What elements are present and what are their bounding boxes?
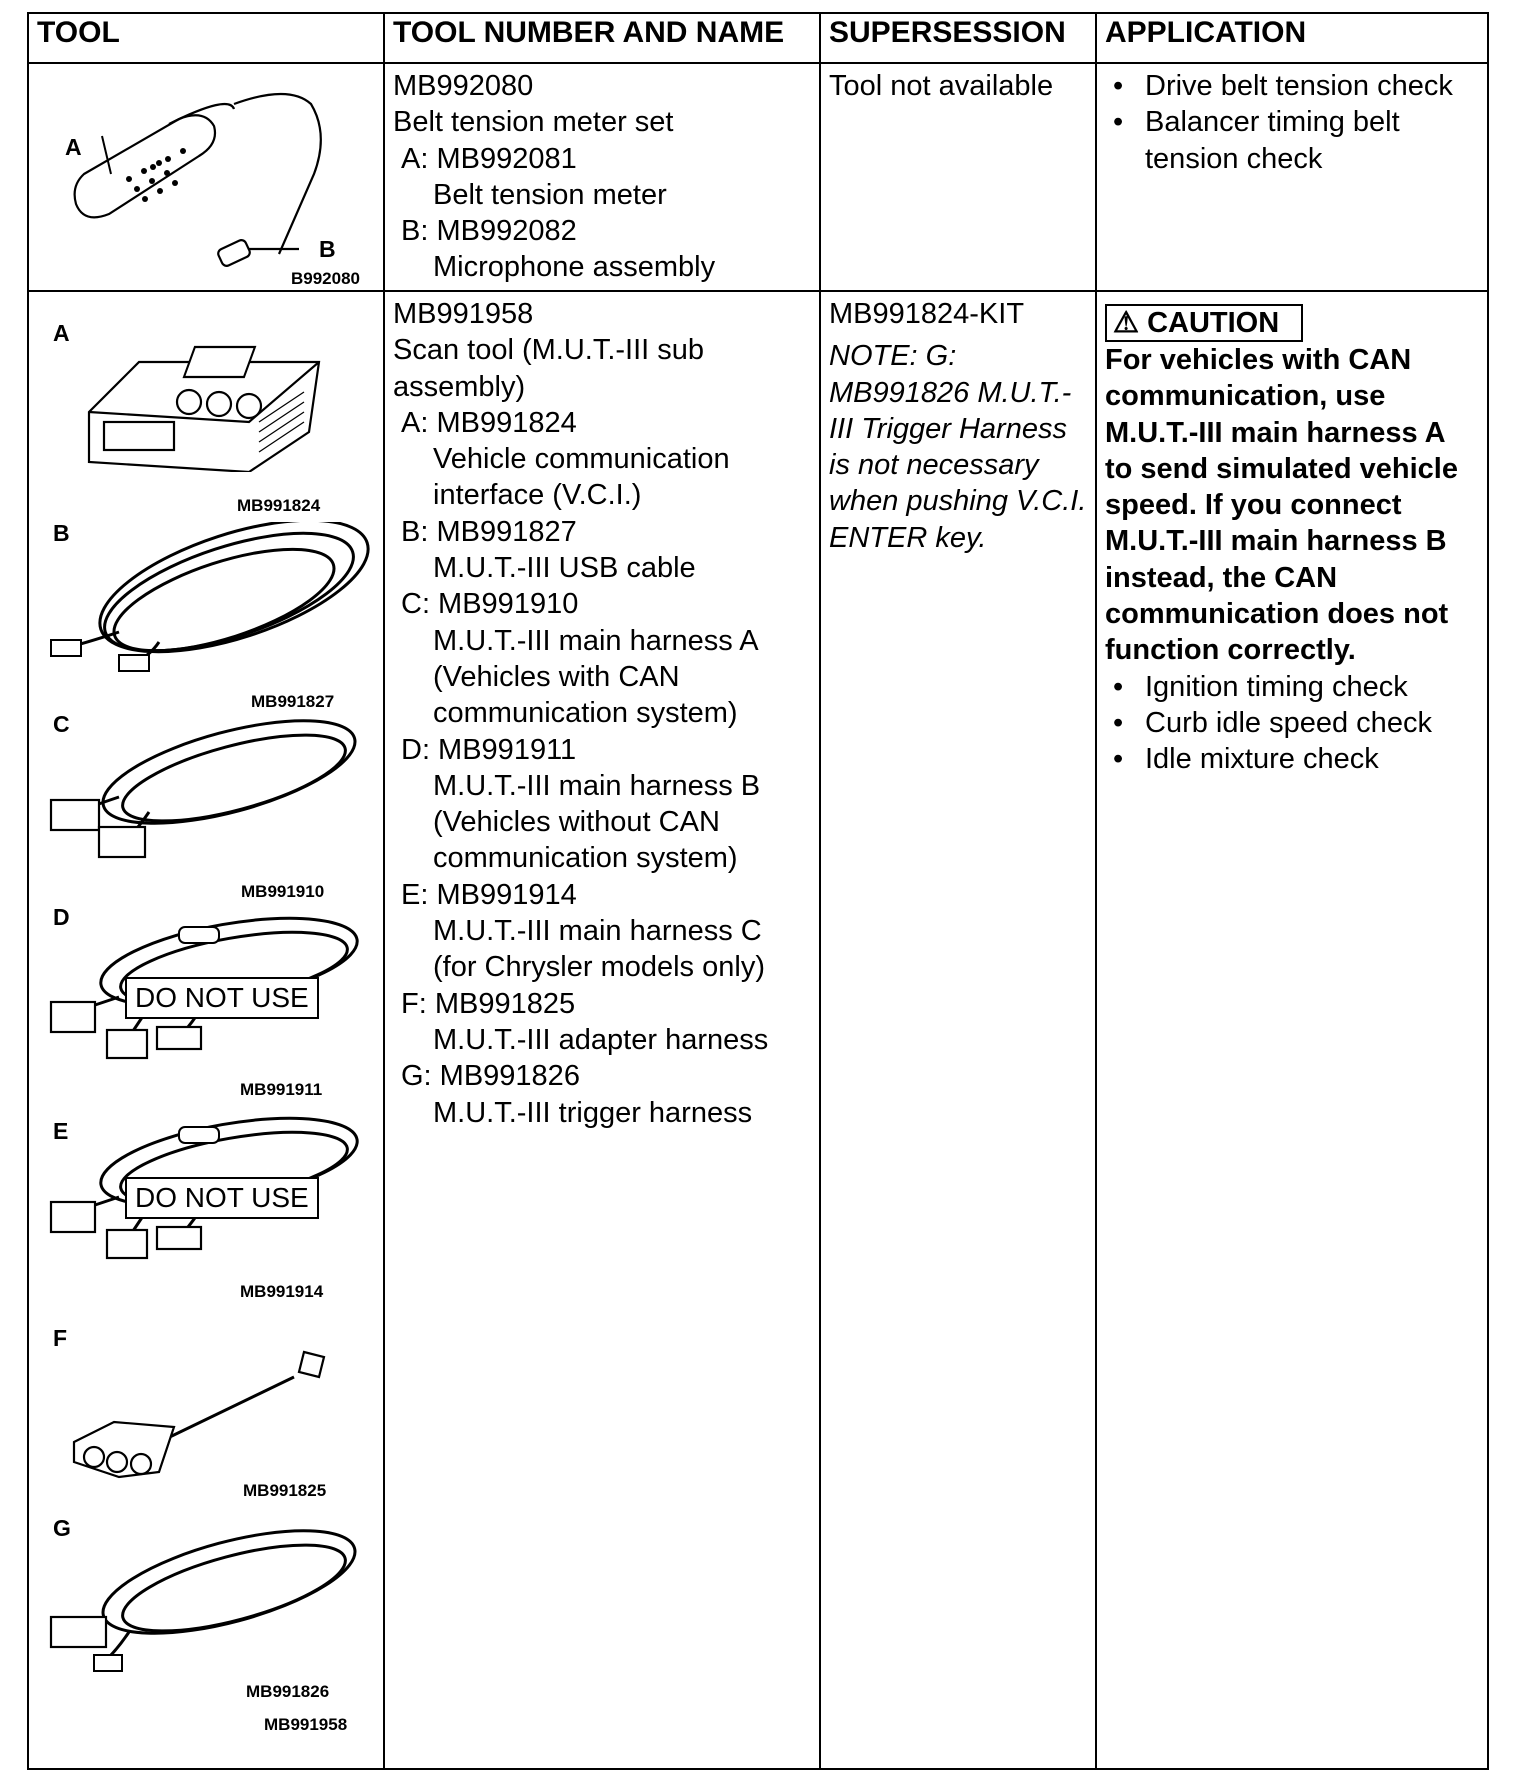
illustration-code: B992080 <box>291 269 361 288</box>
supersession-cell <box>820 63 1096 291</box>
scan-tool-set-code: MB991958 <box>264 1715 348 1734</box>
part-name: M.U.T.-III trigger harness <box>433 1096 753 1129</box>
illustration-label: E <box>53 1118 69 1144</box>
application-cell <box>1096 291 1488 1769</box>
do-not-use-stamp: DO NOT USE <box>125 977 319 1019</box>
illustration-label: B <box>53 520 70 546</box>
illustration-label-b: B <box>319 236 336 262</box>
part-name: M.U.T.-III main harness C (for Chrysler models only) <box>433 915 765 984</box>
illustration-label: C <box>53 711 70 737</box>
tool-number: MB992080 <box>393 70 534 102</box>
part-id: F: MB991825 <box>401 987 576 1020</box>
part-id: G: MB991826 <box>401 1060 580 1093</box>
main-harness-a-illustration <box>29 712 381 862</box>
part-name: Vehicle communication interface (V.C.I.) <box>433 443 730 512</box>
part-id: A: MB991824 <box>401 406 577 439</box>
do-not-use-stamp: DO NOT USE <box>125 1177 319 1219</box>
part-id: E: MB991914 <box>401 878 577 911</box>
trigger-harness-illustration <box>29 1522 381 1682</box>
special-tools-table <box>27 12 1489 1770</box>
table-row <box>28 63 1488 291</box>
list-item: • Idle mixture check <box>1105 741 1479 777</box>
list-item: • Ignition timing check <box>1105 669 1479 705</box>
illustration-code: MB991914 <box>240 1282 324 1301</box>
part-id: B: MB991827 <box>401 515 577 548</box>
tool-illustration-cell <box>28 291 384 1769</box>
caution-box <box>1105 304 1303 342</box>
supersession-text: MB991824-KIT <box>829 298 1025 330</box>
tool-illustration-cell <box>28 63 384 291</box>
supersession-cell <box>820 291 1096 1769</box>
part-name: Belt tension meter <box>433 178 667 211</box>
tool-number: MB991958 <box>393 298 534 330</box>
header-tool-number: TOOL NUMBER AND NAME <box>384 13 820 63</box>
header-row <box>28 13 1488 63</box>
list-item: • Drive belt tension check <box>1105 68 1479 104</box>
illustration-label: A <box>53 320 70 346</box>
illustration-label: D <box>53 904 70 930</box>
part-id: D: MB991911 <box>401 733 577 766</box>
tool-name: Belt tension meter set <box>393 106 674 139</box>
illustration-code: MB991910 <box>241 882 325 901</box>
part-name: M.U.T.-III USB cable <box>433 552 696 585</box>
tool-number-cell <box>384 291 820 1769</box>
part-name: M.U.T.-III main harness B (Vehicles without CAN communication system) <box>433 769 761 875</box>
illustration-label: F <box>53 1325 68 1351</box>
caution-text: For vehicles with CAN communication, use M.U.T.-III main harness A to send simulated vehicle speed. If you connect M.U.T.-III main harness B instead, the CAN communication does not function correctly. <box>1105 344 1458 667</box>
part-name: M.U.T.-III adapter harness <box>433 1023 769 1056</box>
warning-triangle-icon: ⚠ <box>1113 307 1139 339</box>
header-application: APPLICATION <box>1096 13 1488 63</box>
illustration-code: MB991911 <box>240 1080 323 1099</box>
list-item: • Curb idle speed check <box>1105 705 1479 741</box>
part-name: M.U.T.-III main harness A (Vehicles with CAN communication system) <box>433 624 757 730</box>
application-list <box>1105 669 1479 778</box>
part-id: A: MB992081 <box>401 142 577 175</box>
supersession-text: Tool not available <box>829 70 1054 102</box>
caution-label: CAUTION <box>1147 307 1280 339</box>
vci-illustration <box>29 322 381 472</box>
application-list <box>1105 68 1479 177</box>
part-id: B: MB992082 <box>401 215 577 248</box>
header-supersession: SUPERSESSION <box>820 13 1096 63</box>
list-item: • Balancer timing belt tension check <box>1105 104 1479 177</box>
part-id: C: MB991910 <box>401 588 579 621</box>
supersession-note: NOTE: G: MB991826 M.U.T.-III Trigger Harness is not necessary when pushing V.C.I. ENTER key. <box>829 340 1087 554</box>
illustration-code: MB991825 <box>243 1481 327 1500</box>
application-cell <box>1096 63 1488 291</box>
illustration-code: MB991826 <box>246 1682 330 1701</box>
illustration-label: G <box>53 1515 71 1541</box>
illustration-code: MB991824 <box>237 496 321 515</box>
table-row <box>28 291 1488 1769</box>
illustration-code: MB991827 <box>251 692 335 711</box>
adapter-harness-illustration <box>29 1332 381 1482</box>
header-tool: TOOL <box>28 13 384 63</box>
illustration-label-a: A <box>65 134 82 160</box>
part-name: Microphone assembly <box>433 251 716 284</box>
tool-name: Scan tool (M.U.T.-III sub assembly) <box>393 334 705 403</box>
tool-number-cell <box>384 63 820 291</box>
usb-cable-illustration <box>29 522 381 682</box>
